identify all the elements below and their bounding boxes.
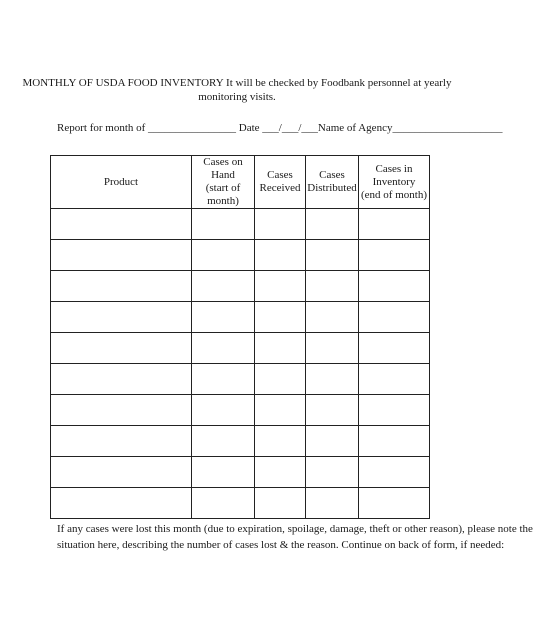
table-row — [51, 271, 430, 302]
cell-cases-in-inventory[interactable] — [359, 364, 430, 395]
table-row — [51, 395, 430, 426]
cell-cases-received[interactable] — [255, 457, 306, 488]
report-info-line: Report for month of ________________ Date ___/___/___Name of Agency____________________ — [57, 122, 503, 134]
cell-cases-on-hand[interactable] — [192, 240, 255, 271]
table-row — [51, 364, 430, 395]
inventory-table — [50, 155, 430, 519]
cell-product[interactable] — [51, 209, 192, 240]
table-row — [51, 302, 430, 333]
cell-product[interactable] — [51, 426, 192, 457]
cell-cases-on-hand[interactable] — [192, 457, 255, 488]
form-title: MONTHLY OF USDA FOOD INVENTORY It will be checked by Foodbank personnel at yearly — [22, 77, 452, 89]
cell-cases-distributed[interactable] — [306, 209, 359, 240]
cell-cases-received[interactable] — [255, 364, 306, 395]
table-row — [51, 488, 430, 519]
cell-cases-on-hand[interactable] — [192, 395, 255, 426]
cell-product[interactable] — [51, 271, 192, 302]
table-header-row — [51, 156, 430, 209]
cell-cases-received[interactable] — [255, 426, 306, 457]
cell-cases-in-inventory[interactable] — [359, 271, 430, 302]
cell-cases-received[interactable] — [255, 209, 306, 240]
table-row — [51, 457, 430, 488]
cell-cases-received[interactable] — [255, 333, 306, 364]
header-product: Product — [51, 156, 192, 209]
cell-cases-distributed[interactable] — [306, 395, 359, 426]
cell-product[interactable] — [51, 240, 192, 271]
cell-cases-on-hand[interactable] — [192, 364, 255, 395]
table-row — [51, 209, 430, 240]
cell-cases-distributed[interactable] — [306, 364, 359, 395]
cell-product[interactable] — [51, 395, 192, 426]
cell-cases-in-inventory[interactable] — [359, 395, 430, 426]
cell-product[interactable] — [51, 457, 192, 488]
cell-cases-on-hand[interactable] — [192, 271, 255, 302]
cell-product[interactable] — [51, 302, 192, 333]
cell-cases-on-hand[interactable] — [192, 209, 255, 240]
cell-cases-received[interactable] — [255, 395, 306, 426]
loss-note-line2: situation here, describing the number of cases lost & the reason. Continue on back of form, if needed: — [57, 539, 505, 551]
header-cases-received: Cases Received — [255, 156, 306, 209]
header-cases-in-inventory: Cases in Inventory (end of month) — [359, 156, 430, 209]
table-row — [51, 426, 430, 457]
cell-cases-in-inventory[interactable] — [359, 302, 430, 333]
cell-cases-in-inventory[interactable] — [359, 488, 430, 519]
cell-cases-in-inventory[interactable] — [359, 457, 430, 488]
cell-cases-on-hand[interactable] — [192, 426, 255, 457]
cell-cases-distributed[interactable] — [306, 240, 359, 271]
cell-cases-in-inventory[interactable] — [359, 209, 430, 240]
loss-note-line1: If any cases were lost this month (due to expiration, spoilage, damage, theft or other reason), please note the — [57, 523, 533, 535]
cell-cases-on-hand[interactable] — [192, 333, 255, 364]
cell-cases-on-hand[interactable] — [192, 302, 255, 333]
loss-note — [57, 521, 533, 553]
cell-cases-received[interactable] — [255, 271, 306, 302]
cell-cases-distributed[interactable] — [306, 333, 359, 364]
cell-cases-distributed[interactable] — [306, 271, 359, 302]
form-title-continued: monitoring visits. — [198, 91, 276, 103]
cell-cases-distributed[interactable] — [306, 457, 359, 488]
cell-cases-received[interactable] — [255, 488, 306, 519]
cell-cases-received[interactable] — [255, 302, 306, 333]
cell-product[interactable] — [51, 333, 192, 364]
cell-cases-in-inventory[interactable] — [359, 426, 430, 457]
cell-cases-distributed[interactable] — [306, 488, 359, 519]
cell-product[interactable] — [51, 488, 192, 519]
cell-cases-distributed[interactable] — [306, 426, 359, 457]
cell-cases-in-inventory[interactable] — [359, 333, 430, 364]
header-cases-distributed: Cases Distributed — [306, 156, 359, 209]
cell-product[interactable] — [51, 364, 192, 395]
table-row — [51, 240, 430, 271]
cell-cases-received[interactable] — [255, 240, 306, 271]
cell-cases-distributed[interactable] — [306, 302, 359, 333]
cell-cases-on-hand[interactable] — [192, 488, 255, 519]
cell-cases-in-inventory[interactable] — [359, 240, 430, 271]
table-row — [51, 333, 430, 364]
header-cases-on-hand: Cases on Hand (start of month) — [192, 156, 255, 209]
